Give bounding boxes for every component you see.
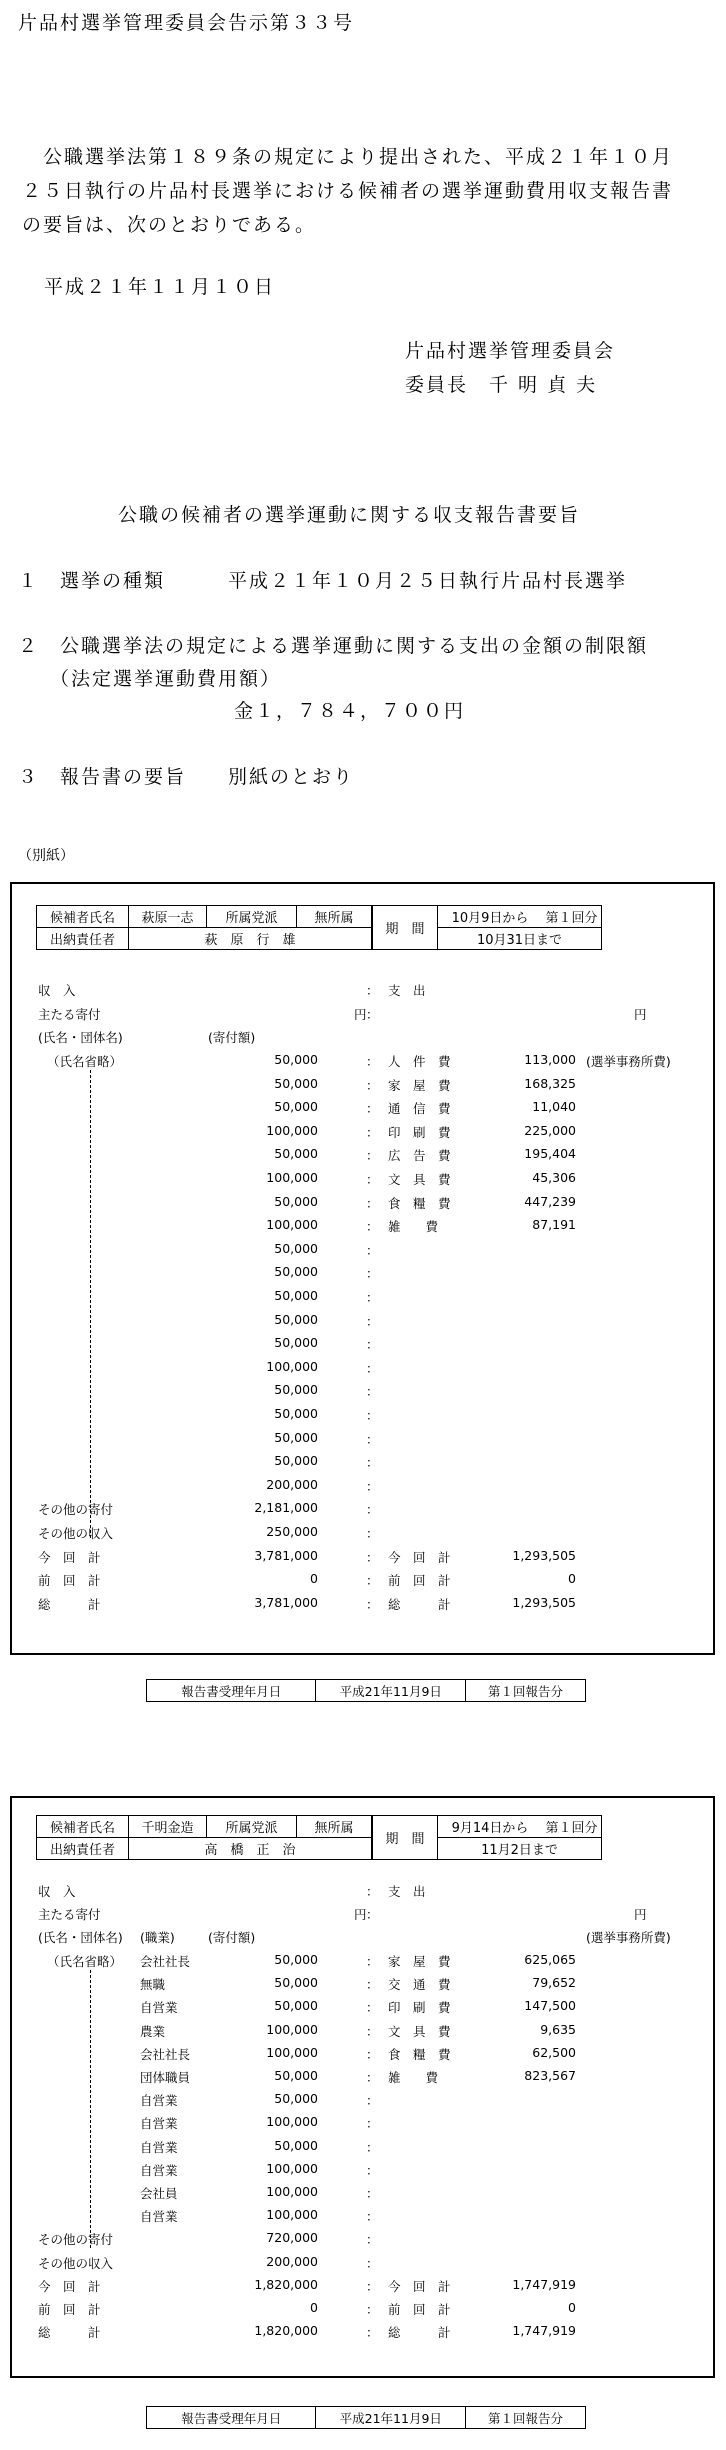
candidate-label: 候補者氏名 (37, 906, 129, 928)
colon: ： (366, 1172, 379, 1187)
donation-amount: 50,000 (274, 1146, 318, 1162)
colon: ： (366, 1408, 379, 1423)
office-expense-note: (選挙事務所費) (586, 1930, 671, 1945)
expense-category: 雑 費 (388, 2070, 439, 2085)
colon: ： (366, 2023, 379, 2039)
item-limit: ２ 公職選挙法の規定による選挙運動に関する支出の金額の制限額 (18, 635, 649, 657)
period-to: 10月31日まで (438, 928, 602, 950)
donation-amount: 100,000 (266, 2044, 318, 2060)
expense-heading: 支 出 (388, 983, 426, 998)
donation-amount: 50,000 (274, 1052, 318, 1067)
receipt-round: 第１回報告分 (488, 1683, 564, 1699)
donation-amount: 100,000 (266, 1170, 318, 1185)
colon: ： (366, 2302, 379, 2317)
donation-amount: 100,000 (266, 2114, 318, 2130)
report-1-receipt (146, 1679, 586, 1702)
income-summary-label: 前 回 計 (38, 1573, 101, 1589)
omitted-names-line (90, 1070, 91, 1538)
income-summary-amount: 1,820,000 (254, 2276, 318, 2292)
colon: ： (366, 1977, 379, 1993)
party-value: 無所属 (297, 1816, 373, 1838)
colon: ： (366, 1907, 379, 1922)
donor-occupation: 自営業 (140, 2209, 178, 2225)
colon: ： (366, 1124, 379, 1140)
item-summary: ３ 報告書の要旨 別紙のとおり (18, 766, 355, 788)
report-2-header-table (36, 1815, 602, 1860)
income-heading: 収 入 (38, 983, 76, 998)
period-label: 期 間 (372, 1816, 438, 1860)
income-summary-label: その他の収入 (38, 1526, 114, 1541)
expense-heading: 支 出 (388, 1884, 426, 1899)
yen-unit: 円 (634, 1007, 647, 1022)
colon: ： (366, 1337, 379, 1353)
income-summary-label: 総 計 (38, 2325, 101, 2341)
expense-amount: 447,239 (524, 1193, 576, 1209)
notice-date: 平成２１年１１月１０日 (44, 276, 276, 298)
colon: ： (366, 1384, 379, 1400)
donation-amount: 50,000 (274, 2068, 318, 2083)
expense-summary-label: 総 計 (388, 2325, 451, 2341)
income-summary-label: その他の寄付 (38, 1502, 114, 1518)
colon: ： (366, 1431, 379, 1447)
committee-chair: 委員長 千 明 貞 夫 (405, 374, 598, 396)
colon: ： (366, 2325, 379, 2341)
treasurer-name: 高 橋 正 治 (129, 1838, 373, 1860)
colon: ： (366, 2186, 379, 2201)
report-2-receipt (146, 2406, 586, 2429)
donation-amount: 50,000 (274, 2091, 318, 2107)
donation-amount: 100,000 (266, 2160, 318, 2176)
colon: ： (366, 1526, 379, 1541)
expense-summary-amount: 1,293,505 (512, 1547, 576, 1563)
income-summary-amount: 2,181,000 (254, 1500, 318, 1516)
colon: ： (366, 1573, 379, 1589)
body-line-1: 公職選挙法第１８９条の規定により提出された、平成２１年１０月 (22, 146, 674, 168)
expense-summary-label: 総 計 (388, 1596, 451, 1612)
income-summary-amount: 0 (310, 2300, 318, 2315)
expense-amount: 79,652 (532, 1975, 576, 1991)
income-summary-label: 前 回 計 (38, 2302, 101, 2317)
notice-number: 片品村選挙管理委員会告示第３３号 (18, 12, 355, 34)
amount-header: (寄付額) (208, 1930, 256, 1945)
donation-amount: 50,000 (274, 2137, 318, 2153)
expense-summary-label: 今 回 計 (388, 2278, 451, 2294)
expense-category: 雑 費 (388, 1219, 439, 1235)
income-summary-label: その他の収入 (38, 2255, 114, 2271)
round-label: 第１回分 (542, 1816, 602, 1838)
donation-amount: 50,000 (274, 1998, 318, 2014)
body-line-3: の要旨は、次のとおりである。 (22, 214, 317, 236)
donation-amount: 100,000 (266, 1217, 318, 1233)
colon: ： (366, 1054, 379, 1069)
receipt-date: 平成21年11月9日 (316, 1680, 466, 1701)
item-limit-sub: （法定選挙運動費用額） (50, 668, 282, 690)
expense-category: 文 具 費 (388, 1172, 451, 1187)
expense-category: 家 屋 費 (388, 1954, 451, 1969)
yen-unit: 円 (354, 1007, 367, 1022)
income-summary-amount: 0 (310, 1571, 318, 1587)
expense-amount: 168,325 (524, 1075, 576, 1091)
donation-amount: 50,000 (274, 1453, 318, 1469)
receipt-date: 平成21年11月9日 (316, 2407, 466, 2428)
colon: ： (366, 1101, 379, 1117)
donor-occupation: 会社社長 (140, 2046, 191, 2062)
colon: ： (366, 1313, 379, 1329)
expense-category: 人 件 費 (388, 1054, 451, 1069)
donation-amount: 100,000 (266, 2184, 318, 2199)
donation-amount: 200,000 (266, 1476, 318, 1492)
income-summary-label: 総 計 (38, 1596, 101, 1612)
expense-amount: 9,635 (540, 2021, 576, 2037)
expense-amount: 11,040 (532, 1099, 576, 1115)
expense-category: 広 告 費 (388, 1148, 451, 1164)
donation-amount: 50,000 (274, 1429, 318, 1445)
occupation-header: (職業) (140, 1930, 175, 1945)
donation-amount: 50,000 (274, 1288, 318, 1303)
candidate-name: 萩原一志 (129, 906, 207, 928)
colon: ： (366, 1596, 379, 1612)
donation-amount: 50,000 (274, 1335, 318, 1351)
colon: ： (366, 2000, 379, 2016)
attachment-label: （別紙） (18, 848, 74, 864)
report-1 (10, 882, 715, 1655)
colon: ： (366, 1242, 379, 1258)
amount-header: (寄付額) (208, 1030, 256, 1045)
donation-amount: 50,000 (274, 1975, 318, 1991)
omitted-names-line (90, 1970, 91, 2248)
expense-summary-amount: 0 (568, 2300, 576, 2315)
summary-title: 公職の候補者の選挙運動に関する収支報告書要旨 (118, 504, 581, 526)
donation-amount: 50,000 (274, 1382, 318, 1398)
yen-unit: 円 (354, 1907, 367, 1922)
colon: ： (366, 2046, 379, 2062)
donation-amount: 50,000 (274, 1099, 318, 1115)
colon: ： (366, 1502, 379, 1518)
treasurer-label: 出納責任者 (37, 928, 129, 950)
colon: ： (366, 2070, 379, 2085)
donation-amount: 50,000 (274, 1264, 318, 1280)
colon: ： (366, 1007, 379, 1022)
colon: ： (366, 1478, 379, 1494)
donor-occupation: 自営業 (140, 2116, 178, 2132)
expense-amount: 62,500 (532, 2044, 576, 2060)
donor-occupation: 農業 (140, 2023, 166, 2039)
expense-amount: 625,065 (524, 1952, 576, 1967)
colon: ： (366, 1219, 379, 1235)
expense-amount: 195,404 (524, 1146, 576, 1162)
donation-amount: 50,000 (274, 1240, 318, 1256)
income-summary-amount: 3,781,000 (254, 1594, 318, 1610)
income-summary-label: 今 回 計 (38, 1549, 101, 1565)
income-summary-amount: 200,000 (266, 2253, 318, 2269)
period-label: 期 間 (372, 906, 438, 950)
colon: ： (366, 1455, 379, 1471)
expense-amount: 225,000 (524, 1122, 576, 1138)
donor-occupation: 自営業 (140, 2162, 178, 2178)
colon: ： (366, 2116, 379, 2132)
yen-unit: 円 (634, 1907, 647, 1922)
donation-amount: 100,000 (266, 1122, 318, 1138)
donation-amount: 100,000 (266, 2021, 318, 2037)
treasurer-name: 萩 原 行 雄 (129, 928, 373, 950)
income-summary-amount: 1,820,000 (254, 2323, 318, 2339)
expense-category: 通 信 費 (388, 1101, 451, 1117)
donation-amount: 50,000 (274, 1075, 318, 1091)
committee-name: 片品村選挙管理委員会 (405, 340, 616, 362)
party-label: 所属党派 (207, 906, 297, 928)
expense-amount: 45,306 (532, 1170, 576, 1185)
expense-summary-amount: 1,747,919 (512, 2276, 576, 2292)
donor-occupation: 団体職員 (140, 2070, 191, 2085)
candidate-label: 候補者氏名 (37, 1816, 129, 1838)
expense-category: 食 糧 費 (388, 1195, 451, 1211)
income-summary-amount: 720,000 (266, 2230, 318, 2246)
donation-amount: 50,000 (274, 1952, 318, 1967)
names-omitted-note: （氏名省略） (47, 1954, 123, 1969)
major-donations-label: 主たる寄付 (38, 1007, 101, 1022)
income-summary-amount: 250,000 (266, 1524, 318, 1539)
colon: ： (366, 983, 379, 998)
expense-category: 食 糧 費 (388, 2046, 451, 2062)
report-2 (10, 1796, 715, 2378)
expense-summary-label: 今 回 計 (388, 1549, 451, 1565)
donor-occupation: 自営業 (140, 2000, 178, 2016)
item-limit-amount: 金１，７８４，７００円 (234, 700, 466, 722)
expense-amount: 823,567 (524, 2068, 576, 2083)
colon: ： (366, 2162, 379, 2178)
colon: ： (366, 2093, 379, 2109)
donation-amount: 100,000 (266, 2207, 318, 2223)
colon: ： (366, 1549, 379, 1565)
donor-occupation: 会社員 (140, 2186, 178, 2201)
report-1-header-table (36, 905, 602, 950)
expense-summary-label: 前 回 計 (388, 1573, 451, 1589)
round-label: 第１回分 (542, 906, 602, 928)
expense-category: 交 通 費 (388, 1977, 451, 1993)
expense-category: 文 具 費 (388, 2023, 451, 2039)
period-to: 11月2日まで (438, 1838, 602, 1860)
donation-amount: 100,000 (266, 1358, 318, 1374)
expense-summary-amount: 1,293,505 (512, 1594, 576, 1610)
donor-occupation: 無職 (140, 1977, 166, 1993)
colon: ： (366, 1077, 379, 1093)
donor-occupation: 自営業 (140, 2139, 178, 2155)
colon: ： (366, 2139, 379, 2155)
names-omitted-note: （氏名省略） (47, 1054, 123, 1069)
income-summary-amount: 3,781,000 (254, 1547, 318, 1563)
donor-occupation: 自営業 (140, 2093, 178, 2109)
receipt-label: 報告書受理年月日 (147, 2407, 316, 2428)
colon: ： (366, 1360, 379, 1376)
expense-amount: 87,191 (532, 1217, 576, 1233)
expense-category: 印 刷 費 (388, 1124, 451, 1140)
expense-amount: 147,500 (524, 1998, 576, 2014)
period-from: 10月9日から (438, 906, 543, 928)
party-label: 所属党派 (207, 1816, 297, 1838)
colon: ： (366, 1266, 379, 1282)
income-summary-label: 今 回 計 (38, 2278, 101, 2294)
name-org-header: (氏名・団体名) (38, 1930, 123, 1945)
colon: ： (366, 2232, 379, 2248)
expense-summary-amount: 1,747,919 (512, 2323, 576, 2339)
donation-amount: 50,000 (274, 1406, 318, 1421)
period-from: 9月14日から (438, 1816, 543, 1838)
office-expense-note: (選挙事務所費) (586, 1054, 671, 1069)
treasurer-label: 出納責任者 (37, 1838, 129, 1860)
income-heading: 収 入 (38, 1884, 76, 1899)
colon: ： (366, 1290, 379, 1305)
expense-category: 家 屋 費 (388, 1077, 451, 1093)
donation-amount: 50,000 (274, 1193, 318, 1209)
body-line-2: ２５日執行の片品村長選挙における候補者の選挙運動費用収支報告書 (22, 180, 674, 202)
receipt-round: 第１回報告分 (488, 2410, 564, 2426)
income-summary-label: その他の寄付 (38, 2232, 114, 2248)
colon: ： (366, 2255, 379, 2271)
donor-occupation: 会社社長 (140, 1954, 191, 1969)
name-org-header: (氏名・団体名) (38, 1030, 123, 1045)
candidate-name: 千明金造 (129, 1816, 207, 1838)
major-donations-label: 主たる寄付 (38, 1907, 101, 1922)
colon: ： (366, 2278, 379, 2294)
colon: ： (366, 2209, 379, 2225)
party-value: 無所属 (297, 906, 373, 928)
expense-summary-amount: 0 (568, 1571, 576, 1587)
expense-category: 印 刷 費 (388, 2000, 451, 2016)
receipt-label: 報告書受理年月日 (147, 1680, 316, 1701)
colon: ： (366, 1884, 379, 1899)
donation-amount: 50,000 (274, 1311, 318, 1327)
colon: ： (366, 1954, 379, 1969)
colon: ： (366, 1195, 379, 1211)
colon: ： (366, 1148, 379, 1164)
item-election-type: １ 選挙の種類 平成２１年１０月２５日執行片品村長選挙 (18, 570, 628, 592)
expense-amount: 113,000 (524, 1052, 576, 1067)
expense-summary-label: 前 回 計 (388, 2302, 451, 2317)
